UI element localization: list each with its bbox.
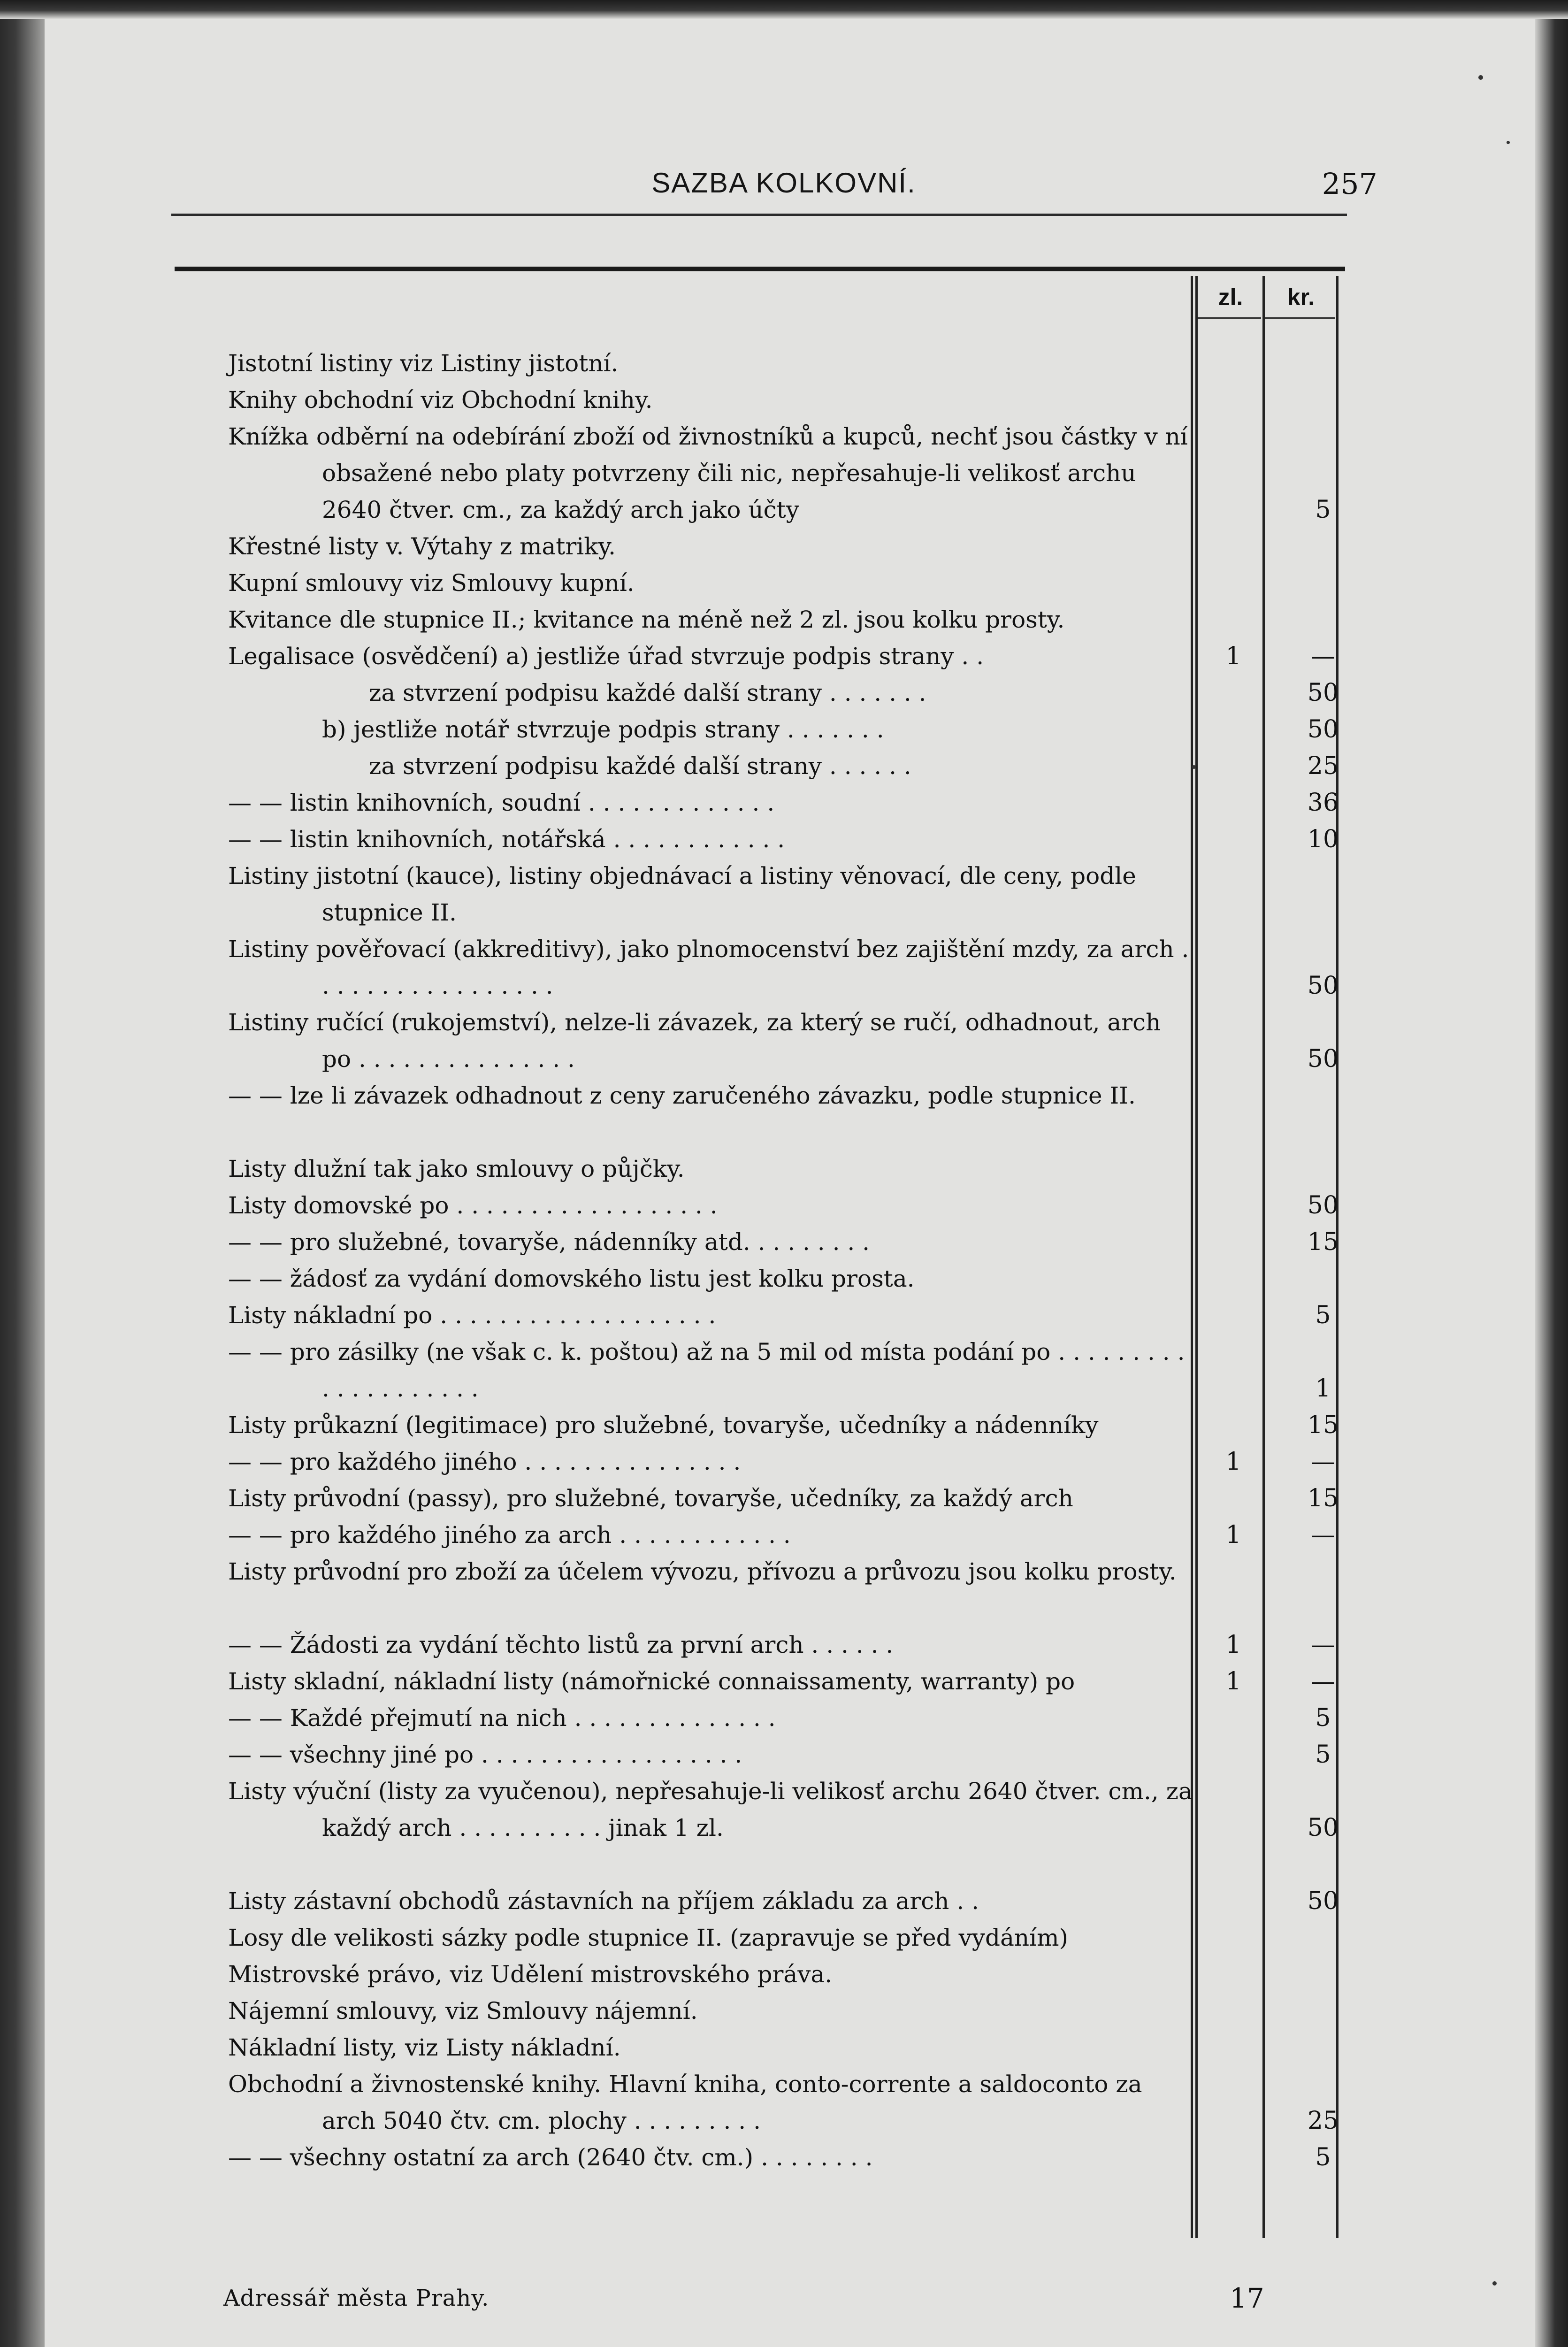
entry-text: — — pro zásilky (ne však c. k. poštou) až na 5 mil od místa podání po . . . . . . . . . . . . . . . . . . . . bbox=[228, 1338, 1193, 1402]
zl-value: 1 bbox=[1225, 1667, 1241, 1695]
table-row bbox=[228, 1993, 1202, 2029]
kr-value: 50 bbox=[1307, 1887, 1339, 1915]
entry-text: Listy dlužní tak jako smlouvy o půjčky. bbox=[228, 1155, 685, 1182]
table-row bbox=[228, 1297, 1331, 1334]
table-row bbox=[228, 1919, 1202, 1956]
entry-text: za stvrzení podpisu každé další strany . . . . . . bbox=[369, 752, 911, 780]
table-row bbox=[228, 1956, 1202, 1993]
table-row bbox=[228, 565, 1202, 601]
entry-text: Listy průvodní (passy), pro služebné, tovaryše, učedníky, za každý arch bbox=[228, 1485, 1073, 1512]
kr-value: 5 bbox=[1315, 1741, 1331, 1769]
table-row bbox=[228, 1517, 1335, 1553]
table-row bbox=[228, 931, 1339, 1004]
zl-value: 1 bbox=[1225, 1448, 1241, 1476]
scan-speck bbox=[1478, 75, 1483, 80]
table-row bbox=[228, 638, 1335, 675]
kr-value: 1 bbox=[1315, 1374, 1331, 1403]
kr-value: 50 bbox=[1307, 1191, 1339, 1220]
table-row bbox=[228, 784, 1339, 821]
kr-value: 5 bbox=[1315, 496, 1331, 524]
kr-value: 36 bbox=[1307, 789, 1339, 817]
running-title: SAZBA KOLKOVNÍ. bbox=[651, 167, 916, 199]
page-number: 257 bbox=[1322, 167, 1377, 201]
footer-signature-mark: 17 bbox=[1230, 2282, 1264, 2314]
scan-speck bbox=[1507, 141, 1510, 144]
table-row bbox=[228, 418, 1331, 528]
zl-value: 1 bbox=[1225, 1521, 1241, 1549]
zl-value: 1 bbox=[1225, 642, 1241, 670]
scan-speck bbox=[1492, 2281, 1497, 2286]
kr-value: — bbox=[1311, 1631, 1335, 1659]
entry-text: — — Každé přejmutí na nich . . . . . . . . . . . . . . bbox=[228, 1704, 776, 1732]
table-row bbox=[228, 1407, 1339, 1443]
header-rule bbox=[171, 214, 1347, 216]
table-row bbox=[228, 528, 1202, 565]
entry-text: Kvitance dle stupnice II.; kvitance na méně než 2 zl. jsou kolku prosty. bbox=[228, 606, 1065, 633]
entry-text: — — pro každého jiného za arch . . . . . . . . . . . . bbox=[228, 1521, 791, 1549]
entry-text: Jistotní listiny viz Listiny jistotní. bbox=[228, 350, 619, 377]
kr-value: 25 bbox=[1307, 752, 1339, 780]
entry-text: — — všechny jiné po . . . . . . . . . . . . . . . . . . bbox=[228, 1741, 742, 1768]
kr-value: 50 bbox=[1307, 1814, 1339, 1842]
table-row bbox=[228, 1004, 1339, 1077]
entry-text: b) jestliže notář stvrzuje podpis strany . . . . . . . bbox=[322, 716, 884, 743]
table-row bbox=[228, 1663, 1335, 1700]
kr-value: 25 bbox=[1307, 2107, 1339, 2135]
entry-text: Křestné listy v. Výtahy z matriky. bbox=[228, 533, 616, 560]
table-row bbox=[228, 1553, 1202, 1626]
entry-text: Listy nákladní po . . . . . . . . . . . . . . . . . . . bbox=[228, 1302, 716, 1329]
entry-text: — — všechny ostatní za arch (2640 čtv. cm.) . . . . . . . . bbox=[228, 2144, 873, 2171]
entry-text: Listy průvodní pro zboží za účelem vývozu, přívozu a průvozu jsou kolku prosty. bbox=[228, 1558, 1177, 1585]
table-row bbox=[228, 711, 1339, 748]
table-row bbox=[228, 1150, 1202, 1187]
table-row bbox=[228, 1260, 1202, 1297]
table-row bbox=[228, 1224, 1339, 1260]
kr-value: 5 bbox=[1315, 1704, 1331, 1732]
entry-text: — — pro služebné, tovaryše, nádenníky atd. . . . . . . . . bbox=[228, 1228, 870, 1256]
scan-edge-right bbox=[1535, 0, 1568, 2347]
entry-text: — — Žádosti za vydání těchto listů za první arch . . . . . . bbox=[228, 1631, 894, 1658]
tariff-entries bbox=[228, 345, 1339, 2176]
entry-text: — — listin knihovních, notářská . . . . . . . . . . . . bbox=[228, 826, 785, 853]
entry-text: Legalisace (osvědčení) a) jestliže úřad stvrzuje podpis strany . . bbox=[228, 643, 984, 670]
table-row bbox=[228, 382, 1202, 418]
entry-text: Nákladní listy, viz Listy nákladní. bbox=[228, 2034, 621, 2061]
column-header-zl: zl. bbox=[1218, 284, 1243, 310]
table-row bbox=[228, 1626, 1335, 1663]
table-row bbox=[228, 858, 1202, 931]
entry-text: Knihy obchodní viz Obchodní knihy. bbox=[228, 386, 653, 414]
table-row bbox=[228, 1480, 1339, 1517]
table-row bbox=[228, 601, 1202, 638]
kr-value: 50 bbox=[1307, 972, 1339, 1000]
kr-value: 50 bbox=[1307, 715, 1339, 744]
table-row bbox=[228, 1883, 1339, 1919]
scan-edge-top bbox=[0, 0, 1568, 19]
footer-publication-title: Adressář města Prahy. bbox=[223, 2285, 490, 2311]
kr-value: — bbox=[1311, 1667, 1335, 1695]
column-header-rule-zl bbox=[1198, 317, 1261, 319]
entry-text: Listy výuční (listy za vyučenou), nepřesahuje-li velikosť archu 2640 čtver. cm., za každý arch . . . . . . . . . . jinak 1 zl. bbox=[228, 1778, 1200, 1841]
kr-value: 5 bbox=[1315, 1301, 1331, 1329]
column-header-rule-kr bbox=[1265, 317, 1335, 319]
entry-text: — — žádosť za vydání domovského listu jest kolku prosta. bbox=[228, 1265, 915, 1292]
table-row bbox=[228, 748, 1339, 784]
entry-text: Listy skladní, nákladní listy (námořnické connaissamenty, warranty) po bbox=[228, 1668, 1075, 1695]
entry-text: Listy zástavní obchodů zástavních na příjem základu za arch . . bbox=[228, 1887, 979, 1915]
scan-speck bbox=[1192, 765, 1196, 769]
table-top-rule bbox=[175, 267, 1345, 271]
kr-value: 50 bbox=[1307, 679, 1339, 707]
scan-edge-left bbox=[0, 0, 45, 2347]
kr-value: 10 bbox=[1307, 825, 1339, 853]
column-divider-middle bbox=[1262, 276, 1265, 2238]
entry-text: Listiny pověřovací (akkreditivy), jako plnomocenství bez zajištění mzdy, za arch . . . . . . . . . . . . . . . . . bbox=[228, 936, 1197, 999]
kr-value: 50 bbox=[1307, 1045, 1339, 1073]
entry-text: Listy průkazní (legitimace) pro služebné, tovaryše, učedníky a nádenníky bbox=[228, 1411, 1099, 1439]
kr-value: — bbox=[1311, 1521, 1335, 1549]
table-row bbox=[228, 1077, 1202, 1150]
table-row bbox=[228, 1187, 1339, 1224]
kr-value: 5 bbox=[1315, 2143, 1331, 2171]
entry-text: Listy domovské po . . . . . . . . . . . . . . . . . . bbox=[228, 1192, 718, 1219]
kr-value: 15 bbox=[1307, 1411, 1339, 1439]
column-header-kr: kr. bbox=[1287, 284, 1315, 310]
kr-value: — bbox=[1311, 642, 1335, 670]
zl-value: 1 bbox=[1225, 1631, 1241, 1659]
entry-text: — — lze li závazek odhadnout z ceny zaručeného závazku, podle stupnice II. bbox=[228, 1082, 1136, 1109]
entry-text: Mistrovské právo, viz Udělení mistrovského práva. bbox=[228, 1961, 833, 1988]
table-row bbox=[228, 345, 1202, 382]
entry-text: Losy dle velikosti sázky podle stupnice II. (zapravuje se před vydáním) bbox=[228, 1924, 1068, 1951]
entry-text: Kupní smlouvy viz Smlouvy kupní. bbox=[228, 569, 635, 597]
entry-text: — — pro každého jiného . . . . . . . . . . . . . . . bbox=[228, 1448, 741, 1475]
entry-text: Listiny jistotní (kauce), listiny objednávací a listiny věnovací, dle ceny, podle stupnice II. bbox=[228, 862, 1144, 926]
table-row bbox=[228, 1443, 1335, 1480]
table-row bbox=[228, 1700, 1331, 1736]
entry-text: za stvrzení podpisu každé další strany . . . . . . . bbox=[369, 679, 926, 706]
entry-text: Nájemní smlouvy, viz Smlouvy nájemní. bbox=[228, 1997, 698, 2025]
entry-text: Obchodní a živnostenské knihy. Hlavní kniha, conto-corrente a saldoconto za arch 5040 čtv. cm. plochy . . . . . . . . . bbox=[228, 2071, 1150, 2134]
entry-text: — — listin knihovních, soudní . . . . . . . . . . . . . bbox=[228, 789, 775, 816]
kr-value: 15 bbox=[1307, 1484, 1339, 1512]
table-row bbox=[228, 2066, 1339, 2139]
table-row bbox=[228, 821, 1339, 858]
table-row bbox=[228, 1773, 1339, 1883]
entry-text: Knížka odběrní na odebírání zboží od živnostníků a kupců, nechť jsou částky v ní obsažené nebo platy potvrzeny čili nic, nepřesahuje-li velikosť archu 2640 čtver. cm., za každý arch jako účty bbox=[228, 423, 1195, 523]
table-row bbox=[228, 2139, 1331, 2176]
table-row bbox=[228, 675, 1339, 711]
table-row bbox=[228, 1736, 1331, 1773]
entry-text: Listiny ručící (rukojemství), nelze-li závazek, za který se ručí, odhadnout, arch po . . . . . . . . . . . . . . . bbox=[228, 1009, 1169, 1073]
kr-value: — bbox=[1311, 1448, 1335, 1476]
table-row bbox=[228, 1334, 1331, 1407]
table-row bbox=[228, 2029, 1202, 2066]
kr-value: 15 bbox=[1307, 1228, 1339, 1256]
